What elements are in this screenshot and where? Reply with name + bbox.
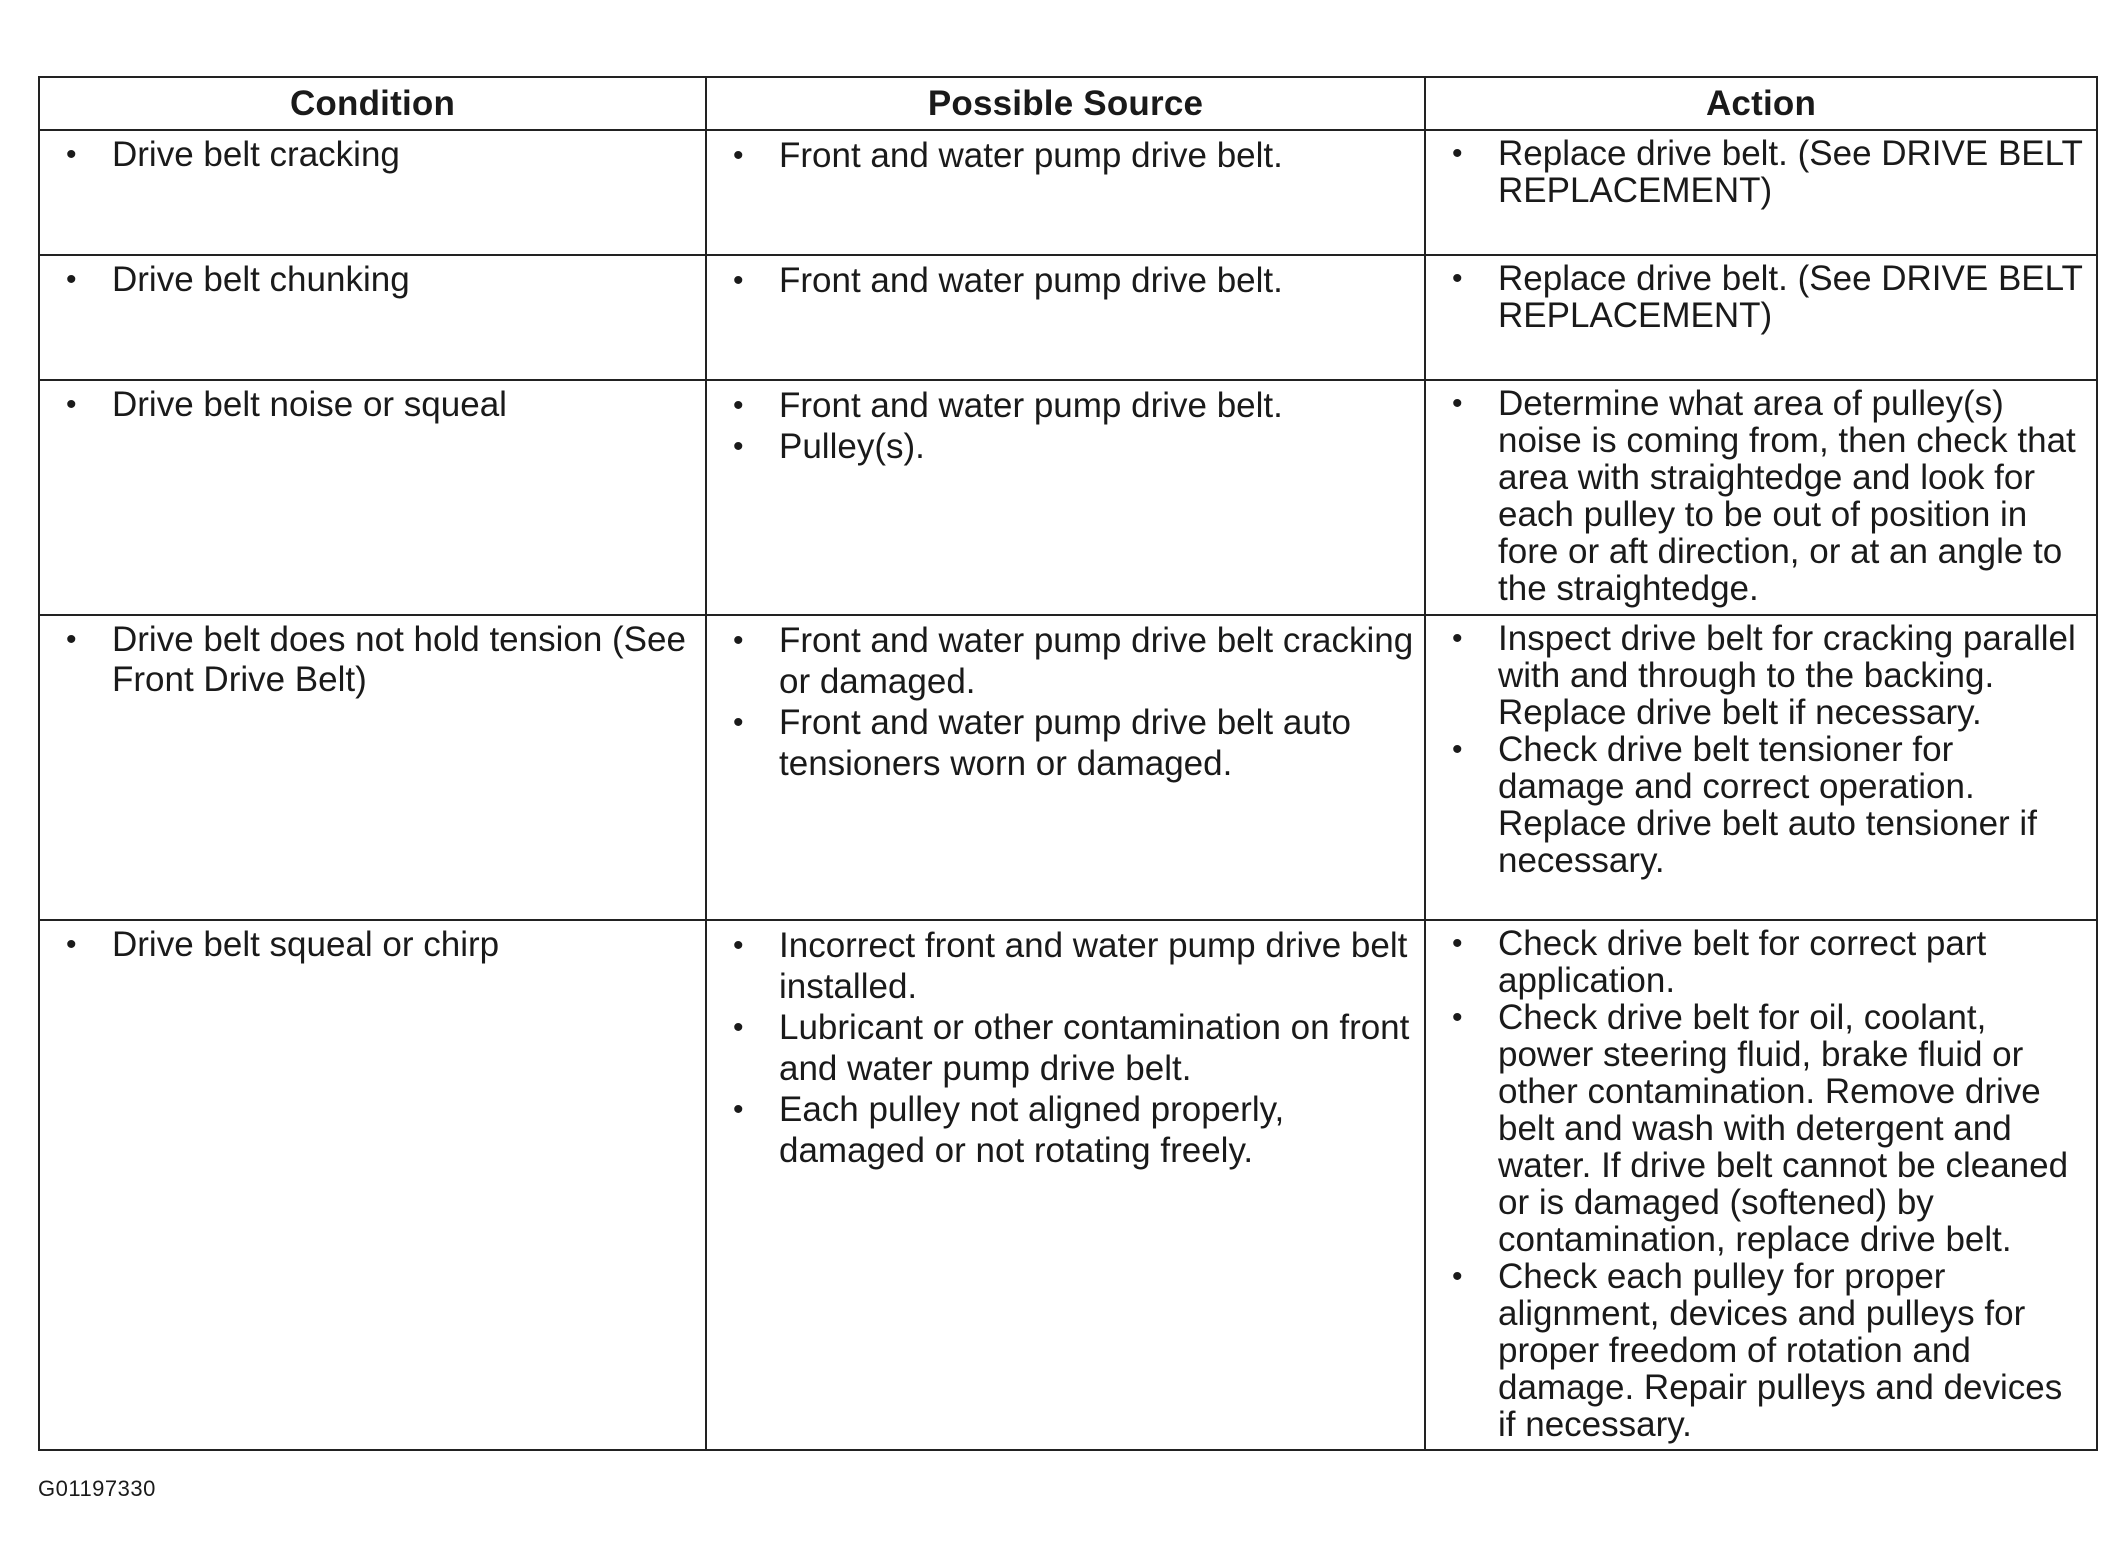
action-cell — [1425, 130, 2097, 255]
source-bullet-list — [707, 381, 1424, 473]
condition-bullet-item: • Drive belt chunking — [60, 260, 695, 300]
source-cell — [706, 255, 1425, 380]
source-bullet-item: • Pulley(s). — [727, 426, 1414, 467]
source-bullet-item: • Front and water pump drive belt cracking or damaged. — [727, 620, 1414, 702]
table-row — [39, 615, 2097, 920]
condition-cell — [39, 380, 706, 615]
action-cell — [1425, 920, 2097, 1450]
action-bullet-item: • Replace drive belt. (See DRIVE BELT REPLACEMENT) — [1446, 135, 2086, 209]
table-body — [39, 130, 2097, 1450]
action-bullet-list — [1426, 921, 2096, 1449]
diagnosis-table — [38, 76, 2098, 1451]
source-cell — [706, 380, 1425, 615]
action-bullet-list — [1426, 131, 2096, 215]
condition-bullet-list — [40, 921, 705, 971]
header-condition: Condition — [39, 77, 706, 130]
action-cell — [1425, 380, 2097, 615]
action-bullet-item: • Check drive belt for oil, coolant, power steering fluid, brake fluid or other contamination. Remove drive belt and wash with detergent and water. If drive belt cannot be cleaned or is damaged (softened) by contamination, replace drive belt. — [1446, 999, 2086, 1258]
table-row — [39, 380, 2097, 615]
source-bullet-list — [707, 921, 1424, 1177]
condition-bullet-item: • Drive belt noise or squeal — [60, 385, 695, 425]
source-bullet-list — [707, 131, 1424, 182]
source-bullet-list — [707, 616, 1424, 790]
condition-cell — [39, 920, 706, 1450]
action-cell — [1425, 255, 2097, 380]
condition-bullet-item: • Drive belt squeal or chirp — [60, 925, 695, 965]
action-bullet-item: • Check drive belt for correct part application. — [1446, 925, 2086, 999]
source-bullet-list — [707, 256, 1424, 307]
action-bullet-item: • Replace drive belt. (See DRIVE BELT REPLACEMENT) — [1446, 260, 2086, 334]
table-row — [39, 130, 2097, 255]
action-bullet-list — [1426, 381, 2096, 613]
header-possible-source: Possible Source — [706, 77, 1425, 130]
condition-cell — [39, 615, 706, 920]
source-cell — [706, 130, 1425, 255]
condition-bullet-list — [40, 256, 705, 306]
header-row — [39, 77, 2097, 130]
condition-cell — [39, 255, 706, 380]
figure-code: G01197330 — [38, 1476, 156, 1501]
action-bullet-list — [1426, 256, 2096, 340]
action-bullet-item: • Check drive belt tensioner for damage and correct operation. Replace drive belt auto tensioner if necessary. — [1446, 731, 2086, 879]
source-cell — [706, 615, 1425, 920]
source-bullet-item: • Front and water pump drive belt. — [727, 135, 1414, 176]
source-bullet-item: • Lubricant or other contamination on front and water pump drive belt. — [727, 1007, 1414, 1089]
condition-bullet-list — [40, 381, 705, 431]
condition-bullet-list — [40, 131, 705, 181]
action-bullet-item: • Check each pulley for proper alignment, devices and pulleys for proper freedom of rotation and damage. Repair pulleys and devices if necessary. — [1446, 1258, 2086, 1443]
action-bullet-list — [1426, 616, 2096, 885]
action-bullet-item: • Inspect drive belt for cracking parallel with and through to the backing. Replace drive belt if necessary. — [1446, 620, 2086, 731]
source-bullet-item: • Each pulley not aligned properly, damaged or not rotating freely. — [727, 1089, 1414, 1171]
source-bullet-item: • Front and water pump drive belt. — [727, 385, 1414, 426]
action-bullet-item: • Determine what area of pulley(s) noise is coming from, then check that area with straightedge and look for each pulley to be out of position in fore or aft direction, or at an angle to the straightedge. — [1446, 385, 2086, 607]
condition-bullet-item: • Drive belt cracking — [60, 135, 695, 175]
condition-bullet-list — [40, 616, 705, 706]
action-cell — [1425, 615, 2097, 920]
source-cell — [706, 920, 1425, 1450]
source-bullet-item: • Incorrect front and water pump drive belt installed. — [727, 925, 1414, 1007]
condition-cell — [39, 130, 706, 255]
header-action: Action — [1425, 77, 2097, 130]
source-bullet-item: • Front and water pump drive belt. — [727, 260, 1414, 301]
table-row — [39, 920, 2097, 1450]
source-bullet-item: • Front and water pump drive belt auto tensioners worn or damaged. — [727, 702, 1414, 784]
condition-bullet-item: • Drive belt does not hold tension (See Front Drive Belt) — [60, 620, 695, 700]
table-row — [39, 255, 2097, 380]
